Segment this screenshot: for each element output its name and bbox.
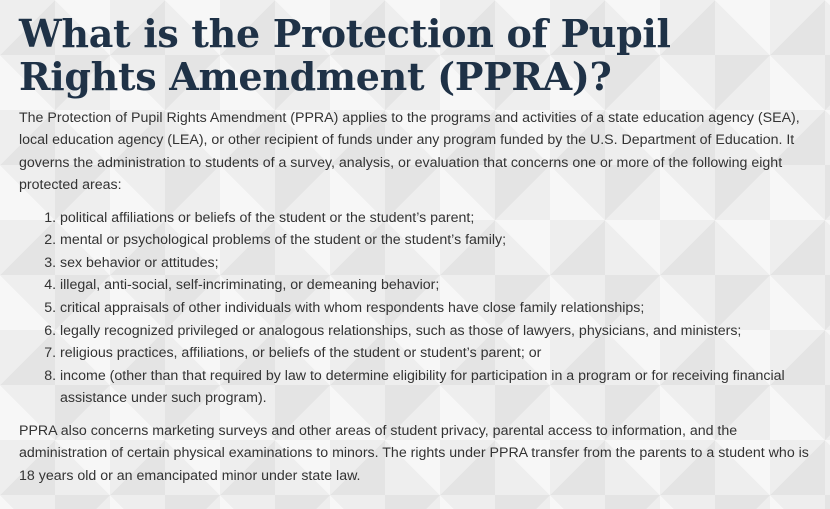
protected-areas-list	[19, 207, 820, 410]
list-item: 7. religious practices, affiliations, or beliefs of the student or student’s parent; or	[60, 342, 820, 365]
list-item: 8. income (other than that required by law to determine eligibility for participation in a program or for receiving financial assistance under such program).	[60, 365, 820, 410]
list-item: 3. sex behavior or attitudes;	[60, 252, 820, 275]
list-item: 1. political affiliations or beliefs of the student or the student’s parent;	[60, 207, 820, 230]
list-item: 2. mental or psychological problems of the student or the student’s family;	[60, 229, 820, 252]
list-item: 6. legally recognized privileged or analogous relationships, such as those of lawyers, physicians, and ministers;	[60, 320, 820, 343]
page-title: What is the Protection of Pupil Rights Amendment (PPRA)?	[19, 11, 671, 99]
outro-paragraph: PPRA also concerns marketing surveys and other areas of student privacy, parental access to information, and the administration of certain physical examinations to minors. The rights under PPRA transfer from the parents to a student who is 18 years old or an emancipated minor under state law.	[19, 422, 809, 484]
list-item: 5. critical appraisals of other individuals with whom respondents have close family relationships;	[60, 297, 820, 320]
intro-paragraph: The Protection of Pupil Rights Amendment (PPRA) applies to the programs and activities of a state education agency (SEA), local education agency (LEA), or other recipient of funds under any program funded by the U.S. Department of Education. It governs the administration to students of a survey, analysis, or evaluation that concerns one or more of the following eight protected areas:	[19, 110, 800, 194]
list-item: 4. illegal, anti-social, self-incriminating, or demeaning behavior;	[60, 274, 820, 297]
